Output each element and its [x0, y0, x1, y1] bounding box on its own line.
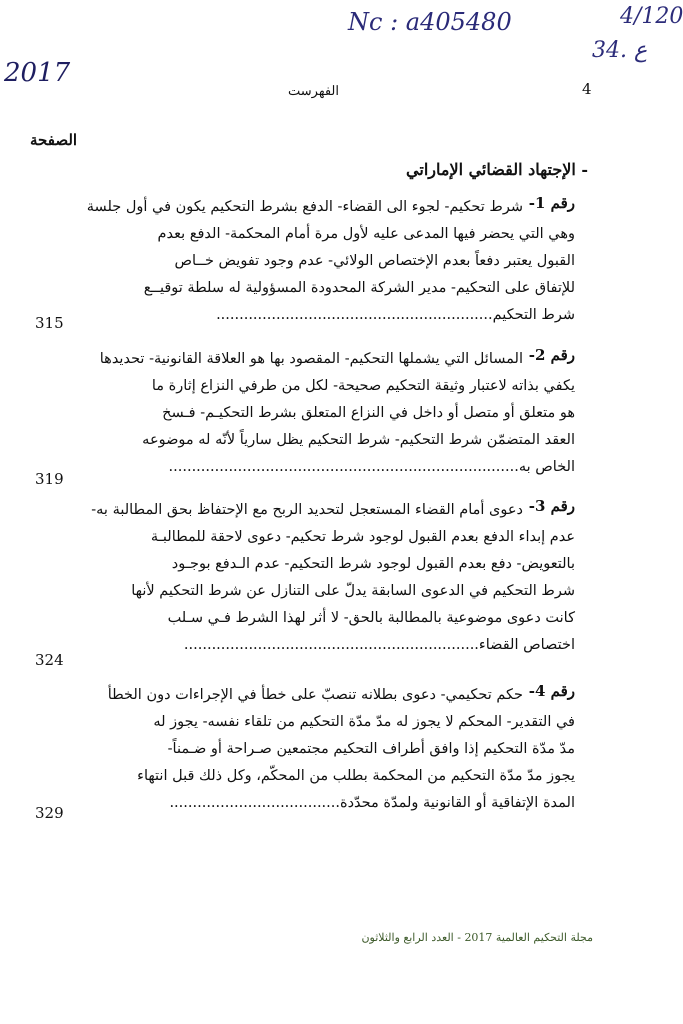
entry-line: حكم تحكيمي- دعوى بطلانه تنصبّ على خطأ في الإجراءات دون الخطأ: [107, 687, 523, 703]
entry-line: بالتعويض- دفع بعدم القبول لوجود شرط التحكيم- عدم الـدفع بوجـود: [171, 556, 575, 572]
entry-label: رقم 1-: [528, 194, 575, 212]
entry-page-number: 315: [35, 314, 64, 332]
entry-line: شرط تحكيم- لجوء الى القضاء- الدفع بشرط التحكيم يكون في أول جلسة: [86, 199, 523, 215]
entry-text: [107, 682, 575, 817]
entry-line: هو متعلق أو متصل أو داخل في النزاع المتعلق بشرط التحكيـم- فـسخ: [162, 405, 575, 421]
handwritten-code: 34. ع: [592, 38, 648, 63]
entry-line: يكفي بذاته لاعتبار وثيقة التحكيم صحيحة- لكل من طرفي النزاع إثارة ما: [151, 378, 575, 394]
entry-line: العقد المتضمّن شرط التحكيم- شرط التحكيم يظل سارياً لأنّه له موضوعه: [142, 432, 575, 448]
entry-line: وهي التي يحضر فيها المدعى عليه لأول مرة أمام المحكمة- الدفع بعدم: [157, 226, 575, 242]
entry-line: كانت دعوى موضوعية بالمطالبة بالحق- لا أثر لهذا الشرط فـي سـلب: [167, 610, 575, 626]
entry-line: المدة الإتفاقية أو القانونية ولمدّة محدّدة.....................................: [169, 795, 575, 811]
entry-line: شرط التحكيم في الدعوى السابقة يدلّ على التنازل عن شرط التحكيم لأنها: [131, 583, 575, 599]
entry-line: يجوز مدّ مدّة التحكيم من المحكمة بطلب من المحكّم، وكل ذلك قبل انتهاء: [137, 768, 575, 784]
entry-line: شرط التحكيم............................................................: [216, 307, 575, 323]
journal-footer: مجلة التحكيم العالمية 2017 - العدد الرابع والثلاثون: [361, 931, 593, 944]
entry-page-number: 324: [35, 651, 64, 669]
entry-line: المسائل التي يشملها التحكيم- المقصود بها هو العلاقة القانونية- تحديدها: [99, 351, 523, 367]
page-column-heading: الصفحة: [30, 131, 78, 149]
entry-line: دعوى أمام القضاء المستعجل لتحديد الربح مع الإحتفاظ بحق المطالبة به-: [91, 502, 523, 518]
entry-line: عدم إبداء الدفع بعدم القبول لوجود شرط تحكيم- دعوى لاحقة للمطالبـة: [150, 529, 575, 545]
entry-label: رقم 4-: [528, 682, 575, 700]
entry-line: للإتفاق على التحكيم- مدير الشركة المحدودة المسؤولية له سلطة توقيــع: [143, 280, 575, 296]
entry-text: [99, 346, 575, 481]
entry-line: القبول يعتبر دفعاً بعدم الإختصاص الولائي- عدم وجود تفويض خــاص: [174, 253, 575, 269]
entry-text: [86, 194, 575, 329]
handwritten-year: 2017: [4, 58, 71, 88]
handwritten-reference: Nc : a405480: [348, 8, 512, 36]
entry-label: رقم 3-: [528, 497, 575, 515]
entry-page-number: 319: [35, 470, 64, 488]
page-number: 4: [582, 80, 592, 98]
entry-label: رقم 2-: [528, 346, 575, 364]
entry-line: الخاص به............................................................................: [168, 459, 575, 475]
section-heading: - الإجتهاد القضائي الإماراتي: [406, 160, 588, 179]
index-title: الفهرست: [288, 84, 339, 99]
entry-line: في التقدير- المحكم لا يجوز له مدّ مدّة التحكيم من تلقاء نفسه- يجوز له: [153, 714, 575, 730]
entry-page-number: 329: [35, 804, 64, 822]
entry-text: [91, 497, 575, 659]
entry-line: اختصاص القضاء................................................................: [183, 637, 575, 653]
entry-line: مدّ مدّة التحكيم إذا وافق أطراف التحكيم مجتمعين صـراحة أو ضـمناً-: [167, 741, 575, 757]
handwritten-count: 4/120: [620, 4, 683, 29]
